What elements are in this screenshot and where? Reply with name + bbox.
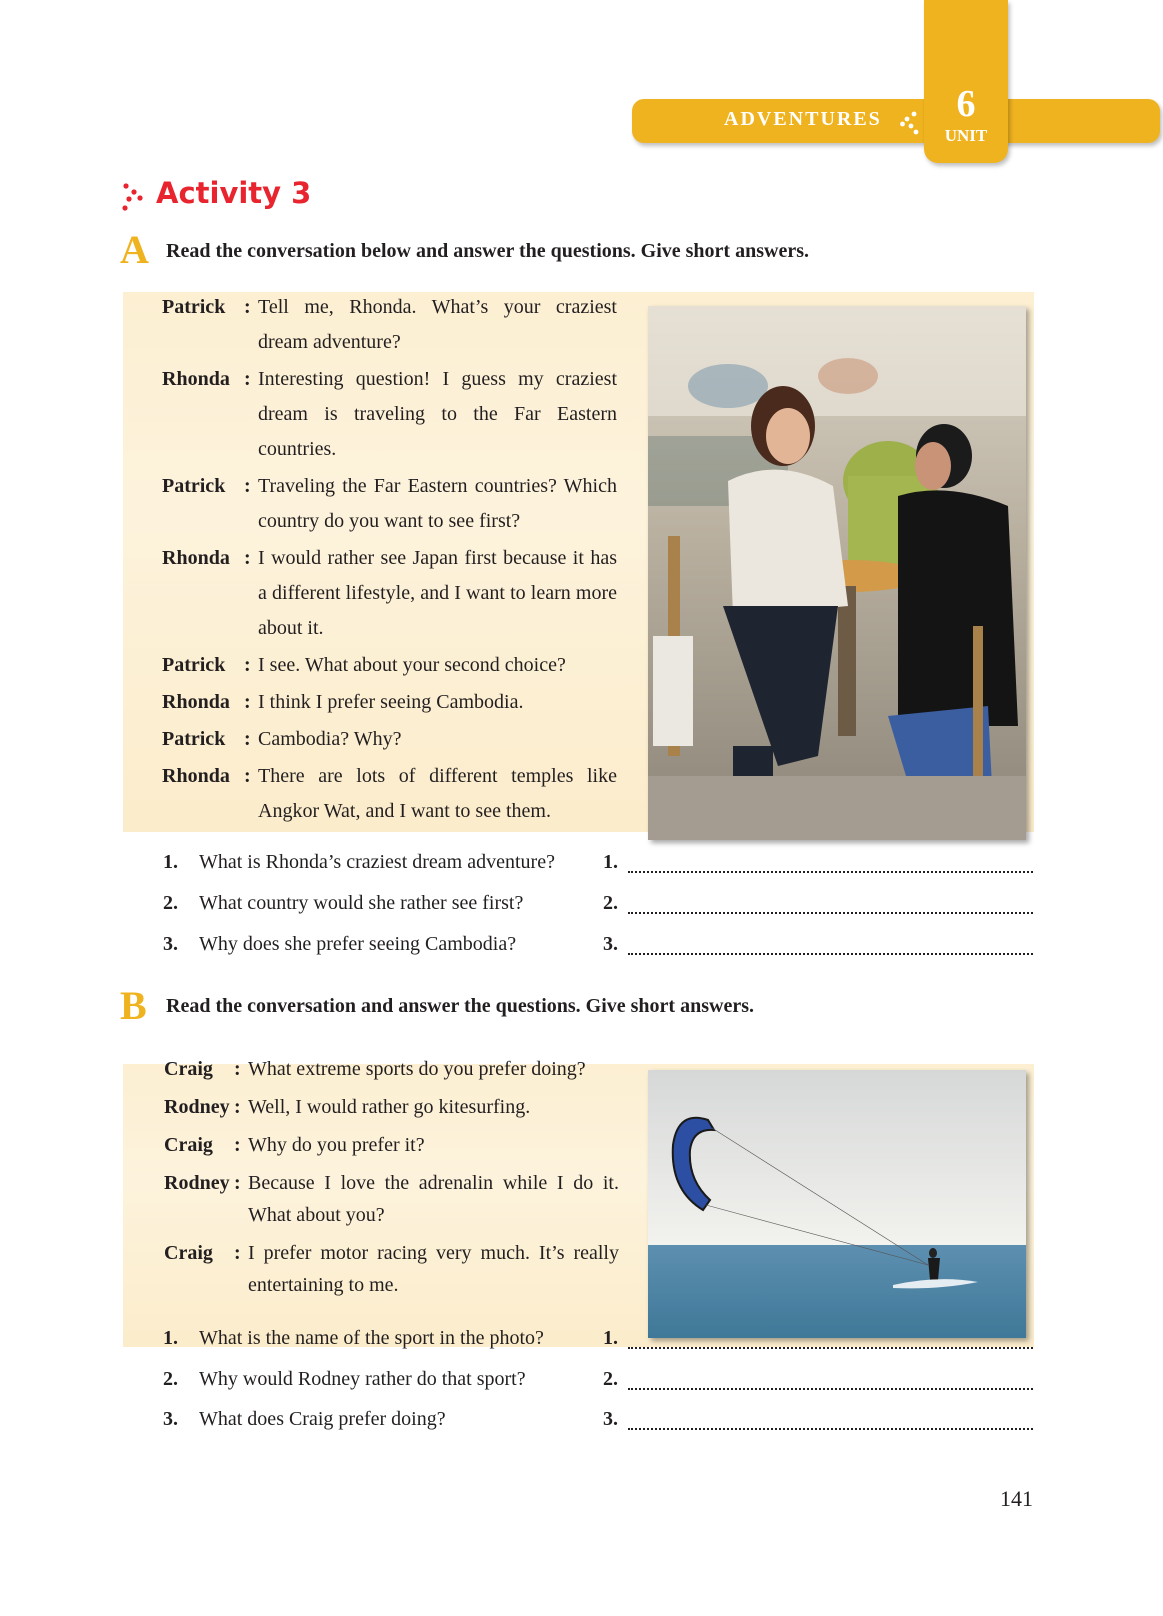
speaker-colon: : [244, 728, 251, 750]
dots-icon [900, 110, 922, 136]
unit-number: 6 [956, 83, 976, 125]
speaker-name: Rodney [164, 1096, 230, 1118]
answer-number: 2. [603, 1368, 618, 1390]
speaker-name: Patrick [162, 654, 226, 676]
speaker-colon: : [244, 691, 251, 713]
answer-number: 3. [603, 933, 618, 955]
dialogue-line [164, 1091, 619, 1123]
speaker-name: Rhonda [162, 765, 230, 787]
dialogue-text: I see. What about your second choice? [258, 654, 566, 676]
speaker-colon: : [244, 296, 251, 318]
answer-number: 1. [603, 1327, 618, 1349]
dialogue-text: What extreme sports do you prefer doing? [248, 1058, 586, 1080]
speaker-name: Patrick [162, 475, 226, 497]
dialogue-line [162, 469, 617, 539]
section-b-letter: B [120, 983, 147, 1028]
dialogue-text: Cambodia? Why? [258, 728, 402, 750]
dialogue-text: Why do you prefer it? [248, 1134, 425, 1156]
speaker-colon: : [234, 1172, 241, 1194]
speaker-colon: : [244, 654, 251, 676]
question-row [163, 1327, 1033, 1357]
speaker-name: Craig [164, 1058, 213, 1080]
activity-dots-icon [122, 182, 144, 212]
question-row [163, 1368, 1033, 1398]
dialogue-line [162, 722, 617, 757]
answer-blank[interactable] [628, 1347, 1033, 1349]
question-number: 3. [163, 933, 178, 955]
speaker-name: Craig [164, 1134, 213, 1156]
answer-blank[interactable] [628, 871, 1033, 873]
section-b-instruction: Read the conversation and answer the questions. Give short answers. [166, 995, 754, 1017]
dialogue-line [162, 541, 617, 646]
answer-blank[interactable] [628, 953, 1033, 955]
speaker-name: Rhonda [162, 691, 230, 713]
unit-header-bar [632, 99, 1160, 143]
answer-number: 2. [603, 892, 618, 914]
dialogue-text: Well, I would rather go kitesurfing. [248, 1096, 531, 1118]
question-text: What is the name of the sport in the photo? [199, 1327, 544, 1349]
dialogue-text: I prefer motor racing very much. It’s really entertaining to me. [248, 1242, 619, 1296]
speaker-colon: : [244, 475, 251, 497]
section-a-letter: A [120, 227, 149, 272]
speaker-colon: : [244, 547, 251, 569]
dialogue-line [162, 685, 617, 720]
dialogue-line [164, 1167, 619, 1231]
question-text: What country would she rather see first? [199, 892, 524, 914]
question-text: Why would Rodney rather do that sport? [199, 1368, 526, 1390]
dialogue-line [164, 1237, 619, 1301]
answer-blank[interactable] [628, 912, 1033, 914]
speaker-name: Patrick [162, 728, 226, 750]
speaker-colon: : [234, 1242, 241, 1264]
activity-title: Activity 3 [156, 176, 312, 210]
dialogue-line [164, 1053, 619, 1085]
conversation-b [164, 1053, 619, 1301]
dialogue-text: Because I love the adrenalin while I do it. What about you? [248, 1172, 619, 1226]
question-text: What is Rhonda’s craziest dream adventure? [199, 851, 555, 873]
page-number: 141 [1000, 1486, 1033, 1511]
dialogue-text: I think I prefer seeing Cambodia. [258, 691, 524, 713]
question-number: 2. [163, 1368, 178, 1390]
speaker-name: Rodney [164, 1172, 230, 1194]
question-row [163, 851, 1033, 881]
speaker-colon: : [234, 1096, 241, 1118]
question-text: Why does she prefer seeing Cambodia? [199, 933, 517, 955]
section-label: ADVENTURES [724, 108, 882, 130]
section-a-instruction: Read the conversation below and answer the questions. Give short answers. [166, 240, 809, 262]
dialogue-text: There are lots of different temples like Angkor Wat, and I want to see them. [258, 765, 617, 822]
answer-blank[interactable] [628, 1388, 1033, 1390]
dialogue-line [162, 362, 617, 467]
speaker-name: Rhonda [162, 547, 230, 569]
kitesurfing-photo [648, 1070, 1026, 1338]
cafe-conversation-photo [648, 306, 1026, 840]
dialogue-line [162, 648, 617, 683]
unit-word: UNIT [944, 126, 988, 145]
speaker-colon: : [234, 1134, 241, 1156]
question-number: 3. [163, 1408, 178, 1430]
dialogue-line [162, 290, 617, 360]
question-number: 1. [163, 1327, 178, 1349]
answer-number: 3. [603, 1408, 618, 1430]
speaker-name: Rhonda [162, 368, 230, 390]
question-row [163, 1408, 1033, 1438]
speaker-colon: : [234, 1058, 241, 1080]
speaker-colon: : [244, 368, 251, 390]
speaker-name: Craig [164, 1242, 213, 1264]
question-text: What does Craig prefer doing? [199, 1408, 446, 1430]
dialogue-line [164, 1129, 619, 1161]
answer-blank[interactable] [628, 1428, 1033, 1430]
answer-number: 1. [603, 851, 618, 873]
question-number: 2. [163, 892, 178, 914]
question-row [163, 892, 1033, 922]
dialogue-text: Traveling the Far Eastern countries? Which country do you want to see first? [258, 475, 617, 532]
dialogue-line [162, 759, 617, 829]
question-number: 1. [163, 851, 178, 873]
question-row [163, 933, 1033, 963]
speaker-name: Patrick [162, 296, 226, 318]
dialogue-text: I would rather see Japan first because it has a different lifestyle, and I want to learn more about it. [258, 547, 617, 639]
dialogue-text: Tell me, Rhonda. What’s your craziest dream adventure? [258, 296, 617, 353]
conversation-a [162, 290, 617, 829]
dialogue-text: Interesting question! I guess my craziest dream is traveling to the Far Eastern countries. [258, 368, 617, 460]
speaker-colon: : [244, 765, 251, 787]
